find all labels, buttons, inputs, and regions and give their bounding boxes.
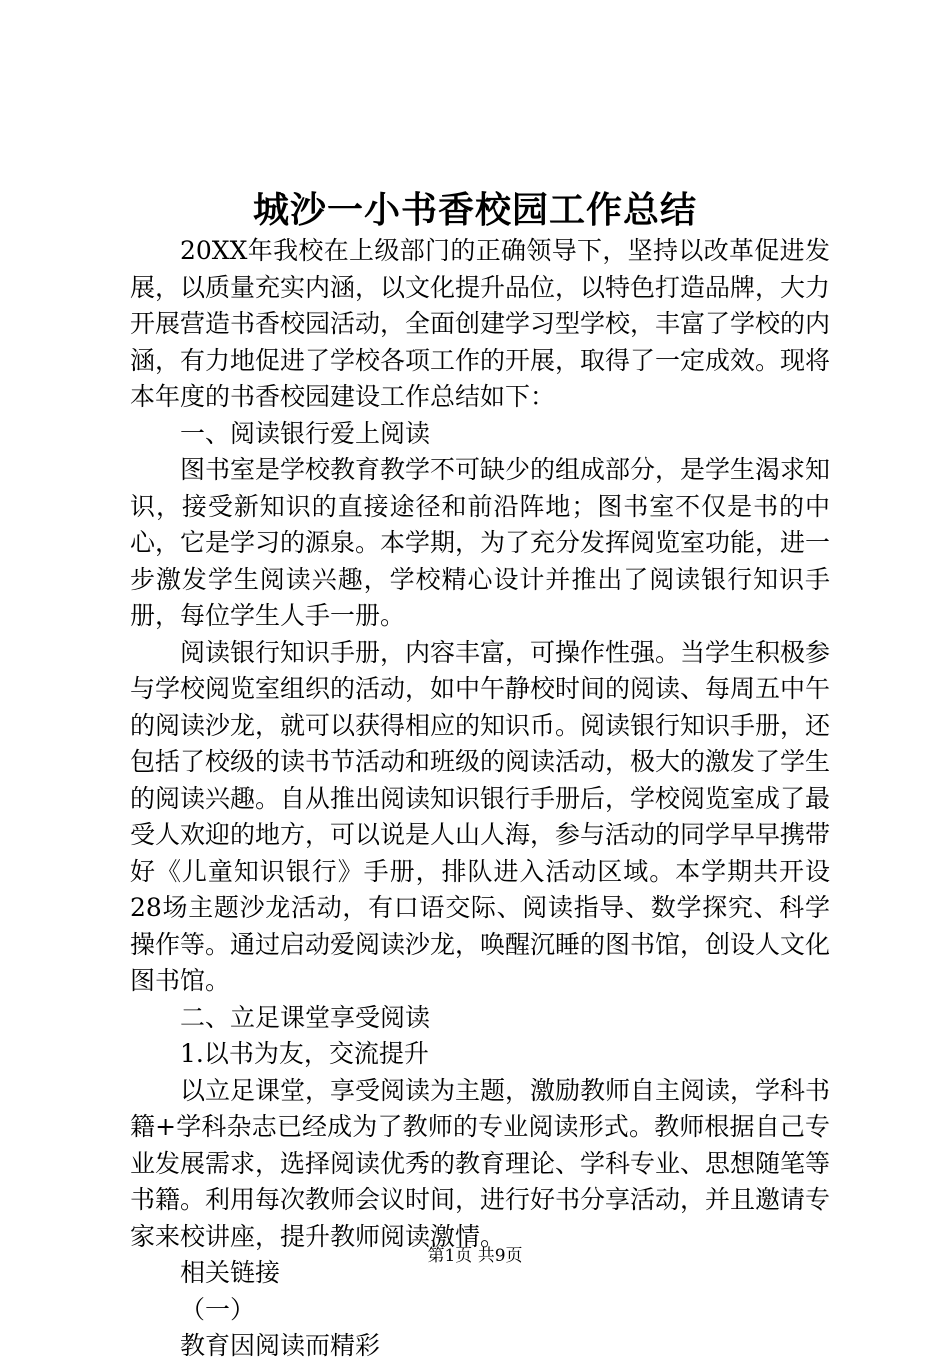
paragraph-library: 图书室是学校教育教学不可缺少的组成部分，是学生渴求知识，接受新知识的直接途径和前沿阵地；图书室不仅是书的中心，它是学习的源泉。本学期，为了充分发挥阅览室功能，进一步激发学生阅读兴趣，学校精心设计并推出了阅读银行知识手册，每位学生人手一册。 — [130, 455, 831, 630]
related-links-title: 教育因阅读而精彩 — [180, 1331, 381, 1360]
paragraph-reading-bank: 阅读银行知识手册，内容丰富，可操作性强。当学生积极参与学校阅览室组织的活动，如中午静校时间的阅读、每周五中午的阅读沙龙，就可以获得相应的知识币。阅读银行知识手册，还包括了校级的读书节活动和班级的阅读活动，极大的激发了学生的阅读兴趣。自从推出阅读知识银行手册后，学校阅览室成了最受人欢迎的地方，可以说是人山人海，参与活动的同学早早携带好《儿童知识银行》手册，排队进入活动区域。本学期共开设28场主题沙龙活动，有口语交际、阅读指导、数学探究、科学操作等。通过启动爱阅读沙龙，唤醒沉睡的图书馆，创设人文化图书馆。 — [130, 637, 831, 995]
section-heading-2: 二、立足课堂享受阅读 — [180, 1002, 431, 1032]
page-footer: 第1页 共9页 — [427, 1246, 523, 1266]
related-links-label: 相关链接 — [180, 1258, 281, 1287]
section-heading-1: 一、阅读银行爱上阅读 — [180, 418, 431, 448]
paragraph-teacher-reading: 以立足课堂，享受阅读为主题，激励教师自主阅读，学科书籍+学科杂志已经成为了教师的专业阅读形式。教师根据自己专业发展需求，选择阅读优秀的教育理论、学科专业、思想随笔等书籍。利用每次教师会议时间，进行好书分享活动，并且邀请专家来校讲座，提升教师阅读激情。 — [130, 1075, 831, 1251]
document-title: 城沙一小书香校园工作总结 — [252, 189, 697, 231]
intro-paragraph: 20XX年我校在上级部门的正确领导下，坚持以改革促进发展，以质量充实内涵，以文化提升品位，以特色打造品牌，大力开展营造书香校园活动，全面创建学习型学校，丰富了学校的内涵，有力地促进了学校各项工作的开展，取得了一定成效。现将本年度的书香校园建设工作总结如下： — [130, 236, 831, 411]
related-links-index: （一） — [180, 1294, 256, 1324]
subsection-heading-1: 1.以书为友，交流提升 — [180, 1039, 429, 1068]
document-body — [130, 233, 830, 1365]
